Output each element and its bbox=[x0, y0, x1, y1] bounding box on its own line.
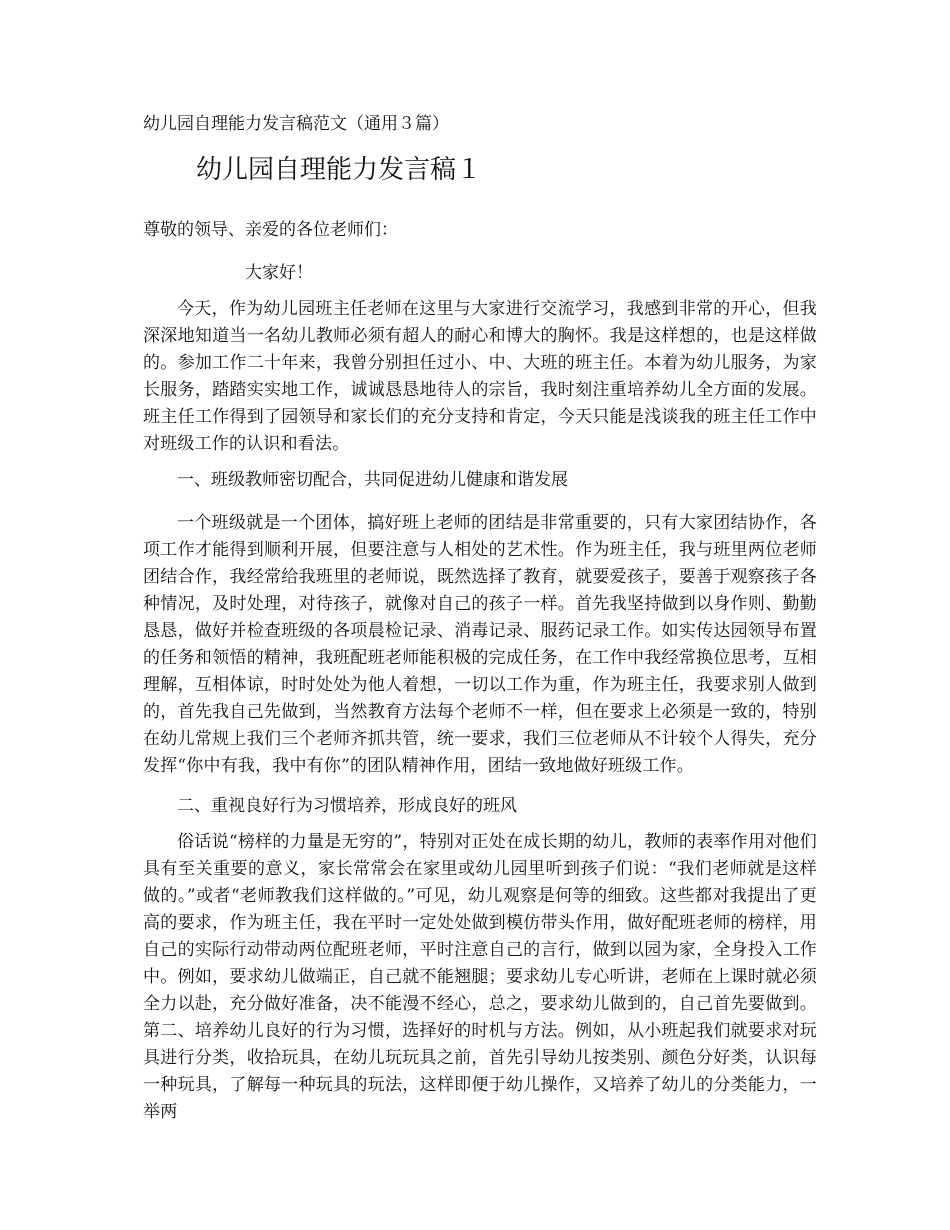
document-title: 幼儿园自理能力发言稿范文（通用３篇） bbox=[143, 114, 449, 134]
section-heading-2: 二、重视良好行为习惯培养，形成良好的班风 bbox=[177, 796, 517, 816]
paragraph-teamwork: 一个班级就是一个团体，搞好班上老师的团结是非常重要的，只有大家团结协作，各项工作才能得到顺利开展，但要注意与人相处的艺术性。作为班主任，我与班里两位老师团结合作，我经常给我班里的老师说，既然选择了教育，就要爱孩子，要善于观察孩子各种情况，及时处理，对待孩子，就像对自己的孩子一样。首先我坚持做到以身作则、勤勤恳恳，做好并检查班级的各项晨检记录、消毒记录、服药记录工作。如实传达园领导布置的任务和领悟的精神，我班配班老师能积极的完成任务，在工作中我经常换位思考，互相理解，互相体谅，时时处处为他人着想，一切以工作为重，作为班主任，我要求别人做到的，首先我自己先做到，当然教育方法每个老师不一样，但在要求上必须是一致的，特别在幼儿常规上我们三个老师齐抓共管，统一要求，我们三位老师从不计较个人得失，充分发挥“你中有我，我中有你”的团队精神作用，团结一致地做好班级工作。 bbox=[143, 513, 817, 776]
greeting: 大家好！ bbox=[245, 263, 313, 283]
section-heading-1: 一、班级教师密切配合，共同促进幼儿健康和谐发展 bbox=[177, 470, 568, 490]
paragraph-habits: 俗话说“榜样的力量是无穷的”，特别对正处在成长期的幼儿，教师的表率作用对他们具有至关重要的意义，家长常常会在家里或幼儿园里听到孩子们说：“我们老师就是这样做的。”或者“老师教我们这样做的。”可见，幼儿观察是何等的细致。这些都对我提出了更高的要求，作为班主任，我在平时一定处处做到模仿带头作用，做好配班老师的榜样，用自己的实际行动带动两位配班老师，平时注意自己的言行，做到以园为家，全身投入工作中。例如，要求幼儿做端正，自己就不能翘腿；要求幼儿专心听讲，老师在上课时就必须全力以赴，充分做好准备，决不能漫不经心，总之，要求幼儿做到的，自己首先要做到。第二、培养幼儿良好的行为习惯，选择好的时机与方法。例如，从小班起我们就要求对玩具进行分类，收拾玩具，在幼儿玩玩具之前，首先引导幼儿按类别、颜色分好类，认识每一种玩具，了解每一种玩具的玩法，这样即便于幼儿操作，又培养了幼儿的分类能力，一举两 bbox=[143, 832, 817, 1122]
salutation: 尊敬的领导、亲爱的各位老师们： bbox=[143, 220, 398, 240]
paragraph-intro: 今天，作为幼儿园班主任老师在这里与大家进行交流学习，我感到非常的开心，但我深深地知道当一名幼儿教师必须有超人的耐心和博大的胸怀。我是这样想的，也是这样做的。参加工作二十年来，我曾分别担任过小、中、大班的班主任。本着为幼儿服务，为家长服务，踏踏实实地工作，诚诚恳恳地待人的宗旨，我时刻注重培养幼儿全方面的发展。班主任工作得到了园领导和家长们的充分支持和肯定，今天只能是浅谈我的班主任工作中对班级工作的认识和看法。 bbox=[143, 299, 817, 454]
speech-heading: 幼儿园自理能力发言稿１ bbox=[196, 155, 483, 185]
